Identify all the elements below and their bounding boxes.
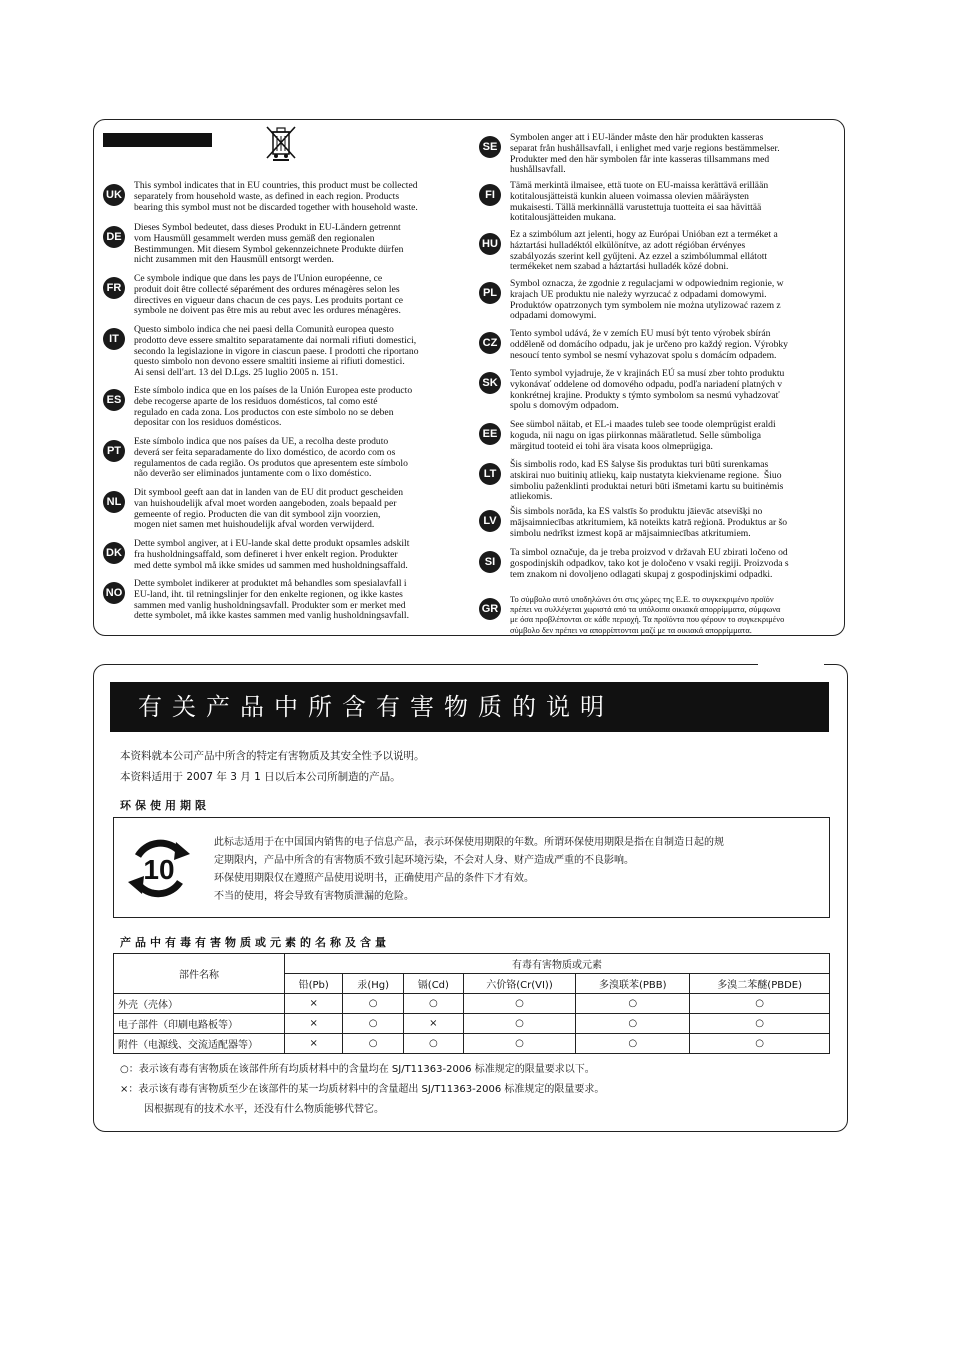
- epup-heading: 环保使用期限: [120, 799, 210, 812]
- rohs-intro-line-2: 本资料适用于 2007 年 3 月 1 日以后本公司所制造的产品。: [120, 771, 401, 783]
- uk-text: This symbol indicates that in EU countries, this product must be collected separately from household waste, as defined in each region. Products bearing this symbol must not be discarded together with household waste.: [134, 180, 418, 213]
- lt-language-badge: LT: [479, 463, 501, 485]
- ee-language-badge: EE: [479, 423, 501, 445]
- epup-logo-number: 10: [143, 854, 175, 885]
- crossed-out-bin-icon: [264, 125, 298, 161]
- mark-cell: ×: [403, 1014, 463, 1034]
- fr-text: Ce symbole indique que dans les pays de l'Union européenne, ce produit doit être collecté séparément des ordures ménagères selon les directives en vigueur dans chacun de ces pays. Les produits portant ce symbole ne doivent pas être mis au rebut avec les ordures ménagères.: [134, 273, 404, 317]
- no-language-badge: NO: [103, 582, 125, 604]
- lt-text: Šis simbolis rodo, kad ES šalyse šis produktas turi būti surenkamas atskirai nuo buitinių atliekų, kaip nustatyta kiekviename regione. Šiuo simboliu paženklinti produktai neturi būti išmetami kartu su buitinėmis atliekomis.: [510, 459, 784, 503]
- part-name-cell: 外壳（壳体）: [114, 994, 285, 1014]
- mark-cell: ○: [576, 1014, 690, 1034]
- mark-cell: ○: [463, 1014, 575, 1034]
- rohs-title-bar: [110, 682, 829, 732]
- uk-language-badge: UK: [103, 184, 125, 206]
- substances-group-header: 有毒有害物质或元素: [285, 954, 830, 974]
- mark-cell: ○: [403, 994, 463, 1014]
- es-text: Este símbolo indica que en los países de la Unión Europea este producto debe recogerse aparte de los residuos domésticos, tal como esté regulado en cada zona. Los productos con este símbolo no se deben depositar con los residuos domésticos.: [134, 385, 413, 429]
- epup-box: [113, 817, 830, 918]
- it-text: Questo simbolo indica che nei paesi della Comunità europea questo prodotto deve essere smaltito separatamente dai normali rifiuti domestici, secondo la legislazione in vigore in ciascun paese. I prodotti che riportano questo simbolo non devono essere smaltiti insieme ai rifiuti domestici. Ai sensi dell'art. 13 del D.Lgs. 25 luglio 2005 n. 151.: [134, 324, 419, 379]
- mark-cell: ×: [285, 1034, 343, 1054]
- lv-language-badge: LV: [479, 510, 501, 532]
- fi-language-badge: FI: [479, 184, 501, 206]
- fi-text: Tämä merkintä ilmaisee, että tuote on EU-maissa kerättävä erillään kotitalousjätteistä kunkin alueen voimassa olevien määräysten mukaisesti. Tällä merkinnällä varustettuja tuotteita ei saa hävittää kotitalousjätteiden mukana.: [510, 180, 769, 224]
- mark-cell: ○: [343, 1034, 404, 1054]
- note-reason: 因根据现有的技术水平，还没有什么物质能够代替它。: [144, 1104, 384, 1115]
- pt-text: Este símbolo indica que nos países da UE, a recolha deste produto deverá ser feita separadamente do lixo doméstico, de acordo com os regulamentos de cada região. Os produtos que apresentem este símbolo não deverão ser eliminados juntamente com o lixo doméstico.: [134, 436, 408, 480]
- no-text: Dette symbolet indikerer at produktet må behandles som spesialavfall i EU-land, iht. til retningslinjer for den enkelte regionen, og ikke kastes sammen med vanlig husholdningsavfall. Produkter som er merket med dette symbolet, må ikke kastes sammen med vanlig husholdningsavfall.: [134, 578, 409, 622]
- mark-cell: ○: [463, 1034, 575, 1054]
- ee-text: See sümbol näitab, et EL-i maades tuleb see toode olemprügist eraldi koguda, nii nagu on igas piirkonnas määratletud. Selle sümboliga märgitud tooteid ei tohi ära visata koos olmeprügiga.: [510, 419, 776, 452]
- hu-text: Ez a szimbólum azt jelenti, hogy az Európai Unióban ezt a terméket a háztartási hulladéktól elkülönítve, az adott régióban érvényes szabályozás szerint kell gyűjteni. Az ezzel a szimbólummal ellátott termékeket nem szabad a háztartási hulladék közé dobni.: [510, 229, 778, 273]
- cz-language-badge: CZ: [479, 332, 501, 354]
- note-cross: ×：表示该有毒有害物质至少在该部件的某一均质材料中的含量超出 SJ/T11363-2006 标准规定的限量要求。: [120, 1084, 605, 1095]
- rohs-intro-line-1: 本资料就本公司产品中所含的特定有害物质及其安全性予以说明。: [120, 750, 425, 762]
- sk-language-badge: SK: [479, 372, 501, 394]
- es-language-badge: ES: [103, 389, 125, 411]
- mark-cell: ○: [403, 1034, 463, 1054]
- hazardous-substances-table: [113, 953, 830, 1054]
- mark-cell: ×: [285, 994, 343, 1014]
- border-gap: [758, 658, 824, 672]
- substance-header: 铅(Pb): [285, 974, 343, 994]
- sk-text: Tento symbol vyjadruje, že v krajinách EÚ sa musí zber tohto produktu vykonávať oddelene od domového odpadu, podľa nariadení platných v konkrétnej krajine. Produkty s týmto symbolom sa nesmú vyhadzovať spolu s domovým odpadom.: [510, 368, 785, 412]
- pl-text: Symbol oznacza, że zgodnie z regulacjami w odpowiednim regionie, w krajach UE produktu nie należy wyrzucać z odpadami domowymi. Produktów opatrzonych tym symbolem nie można utylizować razem z odpadami domowymi.: [510, 278, 784, 322]
- mark-cell: ×: [285, 1014, 343, 1034]
- epup-description: 此标志适用于在中国国内销售的电子信息产品，表示环保使用期限的年数。所谓环保使用期限是指在自制造日起的规 定期限内，产品中所含的有害物质不致引起环境污染，不会对人身、财产造成严重的不良影响。 环保使用期限仅在遵照产品使用说明书，正确使用产品的条件下才有效。 不当的使用，将会导致有害物质泄漏的危险。: [214, 837, 724, 902]
- it-language-badge: IT: [103, 328, 125, 350]
- gr-text: Το σύμβολο αυτό υποδηλώνει ότι στις χώρες της Ε.Ε. το συγκεκριμένο προϊόν πρέπει να συλλέγεται χωριστά από τα υπόλοιπα οικιακά απορρίμματα, σύμφωνα με όσα προβλέπονται σε κάθε περιοχή. Τα προϊόντα που φέρουν το συγκεκριμένο σύμβολο δεν πρέπει να απορρίπτονται μαζί με τα οικιακά απορρίμματα.: [510, 595, 785, 635]
- se-language-badge: SE: [479, 136, 501, 158]
- part-name-header: 部件名称: [114, 954, 285, 994]
- cz-text: Tento symbol udává, že v zemích EU musí být tento výrobek sbírán odděleně od domácího odpadu, jak je určeno pro každý region. Výrobky nesoucí tento symbol se nesmí vyhazovat spolu s domácím odpadem.: [510, 328, 788, 361]
- part-name-cell: 电子部件（印刷电路板等）: [114, 1014, 285, 1034]
- substance-header: 多溴联苯(PBB): [576, 974, 690, 994]
- table-row: [114, 1034, 830, 1054]
- part-name-cell: 附件（电源线、交流适配器等）: [114, 1034, 285, 1054]
- mark-cell: ○: [690, 1014, 830, 1034]
- si-language-badge: SI: [479, 551, 501, 573]
- dk-text: Dette symbol angiver, at i EU-lande skal dette produkt opsamles adskilt fra husholdningsaffald, som defineret i hver enkelt region. Produkter med dette symbol må ikke smides ud sammen med husholdningsaffald.: [134, 538, 410, 571]
- lv-text: Šis simbols norāda, ka ES valstīs šo produktu jāievāc atsevišķi no mājsaimniecības atkritumiem, kā noteikts katrā reģionā. Produktus ar šo simbolu nedrīkst izmest kopā ar mājsaimniecības atkritumiem.: [510, 506, 788, 539]
- substance-header: 多溴二苯醚(PBDE): [690, 974, 830, 994]
- table-heading: 产品中有毒有害物质或元素的名称及含量: [120, 936, 390, 949]
- epup-10-year-logo-icon: [120, 832, 198, 904]
- pl-language-badge: PL: [479, 282, 501, 304]
- substance-header: 镉(Cd): [403, 974, 463, 994]
- de-language-badge: DE: [103, 226, 125, 248]
- mark-cell: ○: [690, 994, 830, 1014]
- dk-language-badge: DK: [103, 542, 125, 564]
- black-label-bar: [103, 133, 212, 147]
- nl-text: Dit symbool geeft aan dat in landen van de EU dit product gescheiden van huishoudelijk afval moet worden aangeboden, zoals bepaald per gemeente of regio. Producten die van dit symbool zijn voorzien, mogen niet samen met huishoudelijk afval worden verwijderd.: [134, 487, 404, 531]
- gr-language-badge: GR: [479, 598, 501, 620]
- de-text: Dieses Symbol bedeutet, dass dieses Produkt in EU-Ländern getrennt vom Hausmüll gesammelt werden muss gemäß den regionalen Bestimmungen. Mit diesem Symbol gekennzeichnete Produkte dürfen nicht zusammen mit den Hausmüll entsorgt werden.: [134, 222, 404, 266]
- table-row: [114, 1014, 830, 1034]
- mark-cell: ○: [576, 1034, 690, 1054]
- substance-header: 六价铬(Cr(VI)): [463, 974, 575, 994]
- hu-language-badge: HU: [479, 233, 501, 255]
- fr-language-badge: FR: [103, 277, 125, 299]
- table-row: [114, 994, 830, 1014]
- note-circle: ○：表示该有毒有害物质在该部件所有均质材料中的含量均在 SJ/T11363-2006 标准规定的限量要求以下。: [120, 1064, 595, 1075]
- nl-language-badge: NL: [103, 491, 125, 513]
- pt-language-badge: PT: [103, 440, 125, 462]
- mark-cell: ○: [343, 994, 404, 1014]
- weee-notice-box: [93, 119, 845, 636]
- mark-cell: ○: [463, 994, 575, 1014]
- se-text: Symbolen anger att i EU-länder måste den här produkten kasseras separat från hushållsavfall, i enlighet med varje regions bestämmelser. Produkter med den här symbolen får inte kasseras tillsammans med hushållsavfall.: [510, 132, 780, 176]
- mark-cell: ○: [576, 994, 690, 1014]
- mark-cell: ○: [343, 1014, 404, 1034]
- si-text: Ta simbol označuje, da je treba proizvod v državah EU zbirati ločeno od gospodinjskih odpadkov, tako kot je določeno v vsaki regiji. Proizvoda s tem znakom ni dovoljeno odlagati skupaj z gospodinjskimi odpadki.: [510, 547, 789, 580]
- substance-header: 汞(Hg): [343, 974, 404, 994]
- rohs-title: 有关产品中所含有害物质的说明: [138, 693, 614, 721]
- mark-cell: ○: [690, 1034, 830, 1054]
